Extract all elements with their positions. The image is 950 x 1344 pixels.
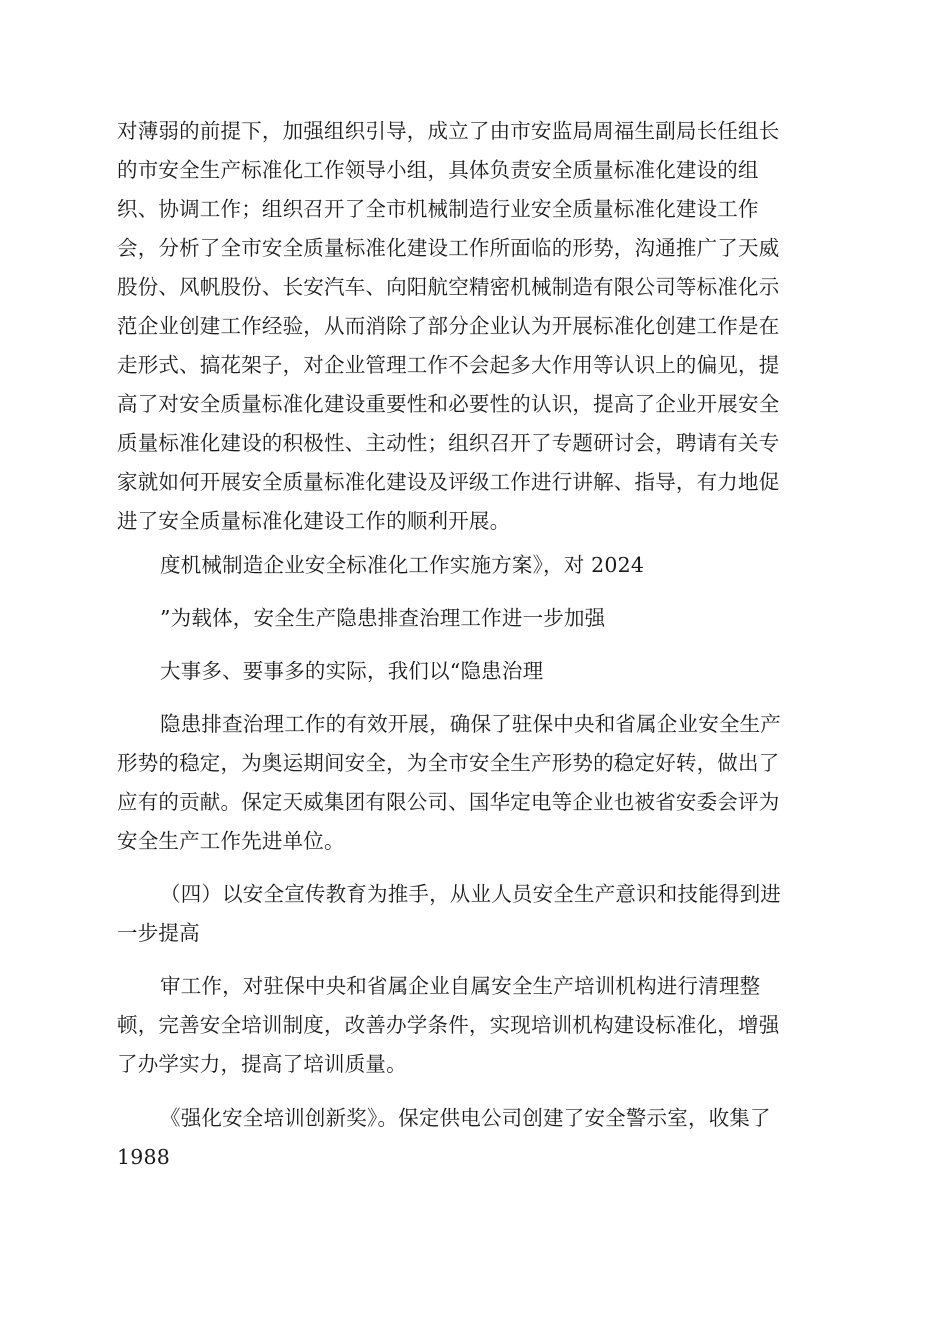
paragraph-1 (117, 112, 837, 541)
text-line: 对薄弱的前提下，加强组织引导，成立了由市安监局周福生副局长任组长 (117, 119, 780, 143)
text-line: 审工作，对驻保中央和省属企业自属安全生产培训机构进行清理整 (160, 974, 761, 998)
paragraph-3 (117, 599, 837, 638)
text-line: 了办学实力，提高了培训质量。 (117, 1052, 407, 1076)
text-line: 度机械制造企业安全标准化工作实施方案》，对 2024 (160, 553, 645, 577)
text-line: 股份、风帆股份、长安汽车、向阳航空精密机械制造有限公司等标准化示 (117, 275, 780, 299)
text-line: 高了对安全质量标准化建设重要性和必要性的认识，提高了企业开展安全 (117, 392, 780, 416)
text-line: （四）以安全宣传教育为推手，从业人员安全生产意识和技能得到进 (160, 882, 781, 906)
text-line: 形势的稳定，为奥运期间安全，为全市安全生产形势的稳定好转，做出了 (117, 751, 780, 775)
paragraph-7 (117, 967, 837, 1084)
paragraph-2 (117, 546, 837, 585)
text-line: 会，分析了全市安全质量标准化建设工作所面临的形势，沟通推广了天威 (117, 236, 780, 260)
text-line: 安全生产工作先进单位。 (117, 829, 345, 853)
text-line: 隐患排查治理工作的有效开展，确保了驻保中央和省属企业安全生产 (160, 712, 781, 736)
text-line: 进了安全质量标准化建设工作的顺利开展。 (117, 509, 511, 533)
paragraph-4 (117, 652, 837, 691)
text-line: 家就如何开展安全质量标准化建设及评级工作进行讲解、指导，有力地促 (117, 470, 780, 494)
text-line: 一步提高 (117, 921, 200, 945)
text-line: 的市安全生产标准化工作领导小组，具体负责安全质量标准化建设的组 (117, 158, 759, 182)
text-line: 走形式、搞花架子，对企业管理工作不会起多大作用等认识上的偏见，提 (117, 353, 780, 377)
text-line: 1988 (117, 1145, 170, 1169)
text-line: 应有的贡献。保定天威集团有限公司、国华定电等企业也被省安委会评为 (117, 790, 780, 814)
text-line: 织、协调工作；组织召开了全市机械制造行业安全质量标准化建设工作 (117, 197, 759, 221)
text-line: 《强化安全培训创新奖》。保定供电公司创建了安全警示室，收集了 (160, 1106, 771, 1130)
text-line: 质量标准化建设的积极性、主动性；组织召开了专题研讨会，聘请有关专 (117, 431, 780, 455)
paragraph-8 (117, 1099, 837, 1177)
text-line: 顿，完善安全培训制度，改善办学条件，实现培训机构建设标准化，增强 (117, 1013, 780, 1037)
paragraph-6 (117, 875, 837, 953)
text-line: ”为载体，安全生产隐患排查治理工作进一步加强 (160, 606, 606, 630)
text-line: 大事多、要事多的实际，我们以“隐患治理 (160, 659, 544, 683)
text-line: 范企业创建工作经验，从而消除了部分企业认为开展标准化创建工作是在 (117, 314, 780, 338)
paragraph-5 (117, 705, 837, 861)
